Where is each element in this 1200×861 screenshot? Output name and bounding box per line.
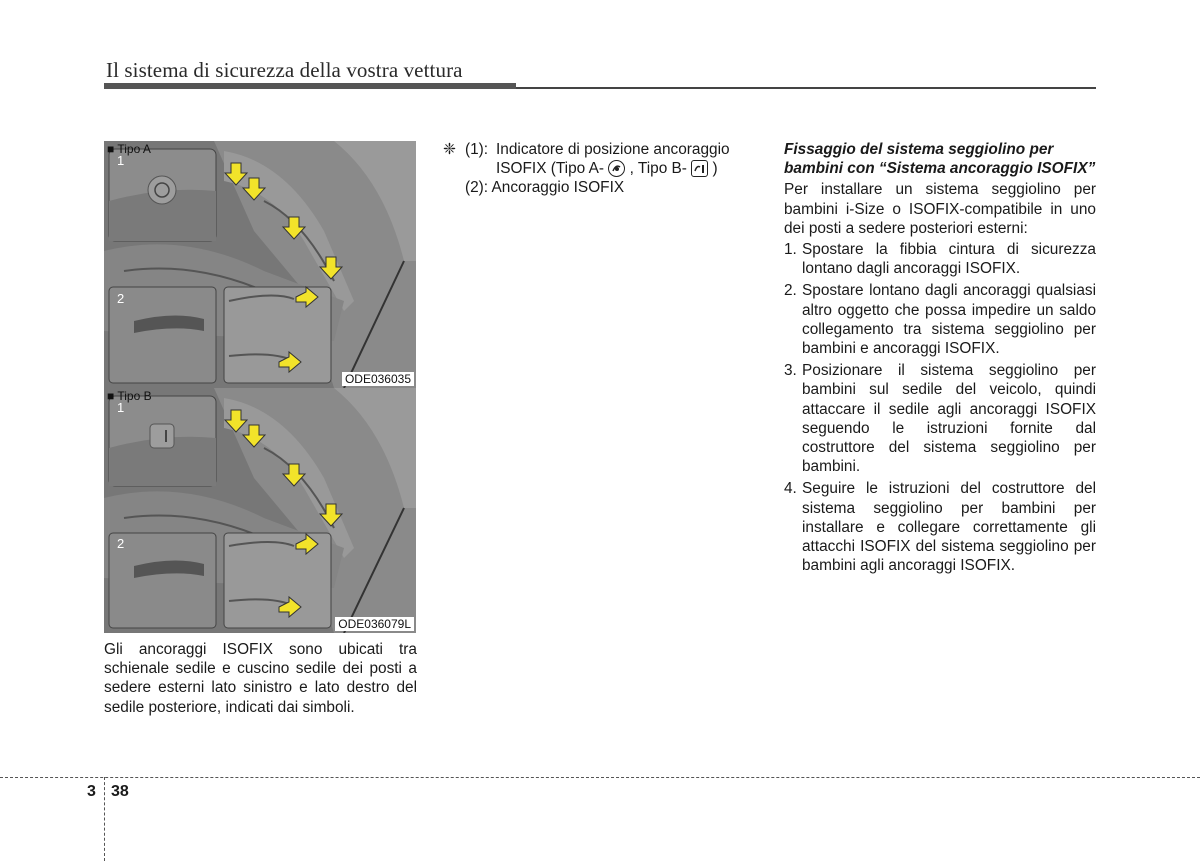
step-number: 2.: [784, 282, 797, 300]
step-item: [784, 240, 1096, 278]
step-item: [784, 479, 1096, 575]
legend-item-2: (2): Ancoraggio ISOFIX: [465, 179, 625, 197]
figure-type-b-callout-2: 2: [117, 536, 125, 551]
chapter-number: 3: [87, 783, 96, 800]
step-text: Posizionare il sistema seggiolino per bambini sul sedile del veicolo, quindi attaccare il sedile agli ancoraggi ISOFIX seguendo le istruzioni fornite dal costruttore del sistema seggiolino per bambini.: [802, 362, 1096, 476]
legend-item-1-type-a-text: ISOFIX (Tipo A-: [496, 160, 605, 178]
figure-type-b-label: ■ Tipo B: [107, 389, 152, 403]
step-item: [784, 361, 1096, 476]
figure-type-b: [104, 388, 416, 633]
isofix-type-b-icon: [691, 160, 708, 177]
figure-legend-note: [443, 140, 763, 198]
isofix-type-a-icon: [608, 160, 625, 177]
section-heading: Fissaggio del sistema seggiolino per bambini con “Sistema ancoraggio ISOFIX”: [784, 141, 1096, 178]
step-item: [784, 281, 1096, 358]
page-header-title: Il sistema di sicurezza della vostra vettura: [106, 58, 463, 82]
figure-type-a-code: ODE036035: [342, 372, 414, 386]
header-rule-thick: [104, 83, 516, 89]
step-number: 1.: [784, 241, 797, 259]
step-text: Spostare la fibbia cintura di sicurezza lontano dagli ancoraggi ISOFIX.: [802, 241, 1096, 278]
figure-type-a-callout-1: 1: [117, 153, 125, 168]
note-symbol: ❈: [443, 141, 456, 158]
step-number: 3.: [784, 362, 797, 380]
footer-dashed-rule: [0, 777, 1200, 778]
installation-steps: [784, 240, 1096, 575]
step-text: Spostare lontano dagli ancoraggi qualsiasi altro oggetto che possa impedire un saldo collegamento tra sistema seggiolino per bambini e ancoraggi ISOFIX.: [802, 282, 1096, 358]
figure-type-a: [104, 141, 416, 388]
footer-vertical-dashed-rule: [104, 777, 105, 861]
step-number: 4.: [784, 480, 797, 498]
step-text: Seguire le istruzioni del costruttore del sistema seggiolino per bambini per installare e collegare correttamente gli attacchi ISOFIX del sistema seggiolino per bambini agli ancoraggi ISOFIX.: [802, 480, 1096, 575]
isofix-location-paragraph: Gli ancoraggi ISOFIX sono ubicati tra schienale sedile e cuscino sedile dei posti a sedere esterni lato sinistro e lato destro del sedile posteriore, indicati dai simboli.: [104, 641, 417, 716]
header-rule-thin: [516, 87, 1096, 89]
legend-item-1-number: (1):: [465, 141, 489, 158]
legend-item-1-type-b-text: , Tipo B-: [629, 160, 687, 178]
figure-type-b-callout-1: 1: [117, 400, 125, 415]
legend-item-1-text: Indicatore di posizione ancoraggio: [496, 141, 730, 158]
section-intro: Per installare un sistema seggiolino per bambini i-Size o ISOFIX-compatibile in uno dei posti a sedere posteriori esterni:: [784, 181, 1096, 237]
figure-type-a-label: ■ Tipo A: [107, 142, 151, 156]
figure-type-a-callout-2: 2: [117, 291, 125, 306]
page-number: 38: [111, 783, 129, 800]
figure-type-b-illustration: [104, 388, 416, 633]
isofix-installation-section: [784, 140, 1096, 578]
legend-item-1-close-paren: ): [712, 160, 718, 178]
figure-type-a-illustration: [104, 141, 416, 388]
legend-item-1-continuation: [443, 159, 763, 178]
figure-type-b-code: ODE036079L: [335, 617, 414, 631]
